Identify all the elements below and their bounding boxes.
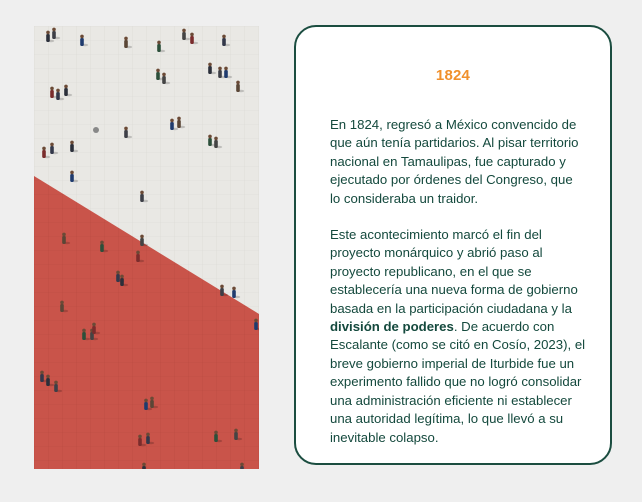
card-title: 1824 <box>435 67 471 84</box>
plaza-crowd-photo <box>34 26 259 469</box>
photo-illustration <box>34 26 259 469</box>
info-card <box>294 25 612 465</box>
paragraph-2-end: . De acuerdo con Escalante (como se citó en Cosío, 2023), el breve gobierno imperial de Iturbide fue un experimento fallido que no logró consolidar una administración eficiente ni establecer una autoridad legítima, lo que llevó a su inevitable colapso. <box>330 319 586 445</box>
card-body <box>330 116 586 465</box>
paragraph-2-start: Este acontecimiento marcó el fin del proyecto monárquico y abrió paso al proyecto republicano, en el que se establecería una nueva forma de gobierno basada en la participación ciudadana y la <box>330 227 578 316</box>
paragraph-2 <box>330 226 586 447</box>
paragraph-1: En 1824, regresó a México convencido de que aún tenía partidarios. Al pisar territorio nacional en Tamaulipas, fue capturado y ejecutado por órdenes del Congreso, que lo consideraba un traidor. <box>330 117 579 206</box>
paragraph-2-bold: división de poderes <box>330 319 454 335</box>
